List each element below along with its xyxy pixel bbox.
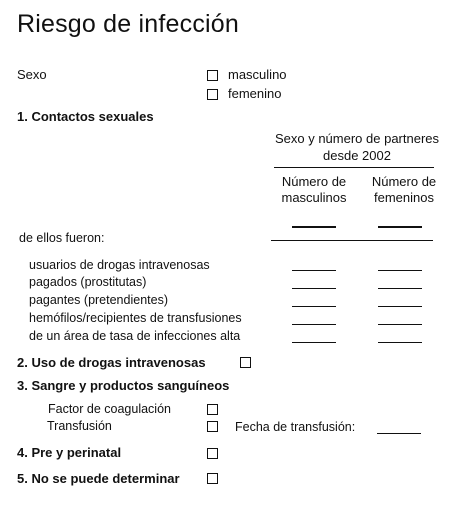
col-female-line2: femeninos	[374, 190, 434, 205]
row-male-field[interactable]	[292, 306, 336, 307]
of-them-rule	[271, 240, 433, 241]
row-label: hemófilos/recipientes de transfusiones	[29, 311, 242, 325]
row-female-field[interactable]	[378, 324, 422, 325]
transfusion-date-label: Fecha de transfusión:	[235, 420, 356, 434]
col-female-line1: Número de	[371, 174, 437, 189]
checkbox-masculino[interactable]	[207, 70, 218, 81]
of-them-label: de ellos fueron:	[19, 231, 105, 245]
row-label: pagantes (pretendientes)	[29, 293, 168, 307]
col-male-line1: Número de	[281, 174, 347, 189]
row-male-field[interactable]	[292, 324, 336, 325]
row-male-field[interactable]	[292, 270, 336, 271]
section2-heading: 2. Uso de drogas intravenosas	[17, 355, 206, 370]
section1-heading: 1. Contactos sexuales	[17, 109, 154, 124]
section3-heading: 3. Sangre y productos sanguíneos	[17, 378, 230, 393]
partners-header-line1: Sexo y número de partneres	[274, 131, 440, 146]
row-male-field[interactable]	[292, 342, 336, 343]
female-total-field[interactable]	[378, 226, 422, 228]
row-label: pagados (prostitutas)	[29, 275, 147, 289]
col-male-line2: masculinos	[281, 190, 347, 205]
partners-header-line2: desde 2002	[323, 148, 391, 163]
row-label: de un área de tasa de infecciones alta	[29, 329, 241, 343]
row-female-field[interactable]	[378, 270, 422, 271]
checkbox-transfusion[interactable]	[207, 421, 218, 432]
page-title: Riesgo de infección	[17, 10, 239, 38]
option-masculino: masculino	[228, 67, 287, 82]
item-coagulation-factor: Factor de coagulación	[48, 402, 171, 416]
checkbox-femenino[interactable]	[207, 89, 218, 100]
checkbox-coagulation-factor[interactable]	[207, 404, 218, 415]
row-female-field[interactable]	[378, 342, 422, 343]
checkbox-perinatal[interactable]	[207, 448, 218, 459]
row-female-field[interactable]	[378, 306, 422, 307]
item-transfusion: Transfusión	[47, 419, 112, 433]
section5-heading: 5. No se puede determinar	[17, 471, 180, 486]
sex-label: Sexo	[17, 67, 47, 82]
section4-heading: 4. Pre y perinatal	[17, 445, 122, 460]
option-femenino: femenino	[228, 86, 282, 101]
row-female-field[interactable]	[378, 288, 422, 289]
checkbox-drug-use[interactable]	[240, 357, 251, 368]
male-total-field[interactable]	[292, 226, 336, 228]
row-label: usuarios de drogas intravenosas	[29, 258, 210, 272]
transfusion-date-field[interactable]	[377, 433, 421, 434]
checkbox-undetermined[interactable]	[207, 473, 218, 484]
partners-header-rule	[274, 167, 434, 168]
row-male-field[interactable]	[292, 288, 336, 289]
